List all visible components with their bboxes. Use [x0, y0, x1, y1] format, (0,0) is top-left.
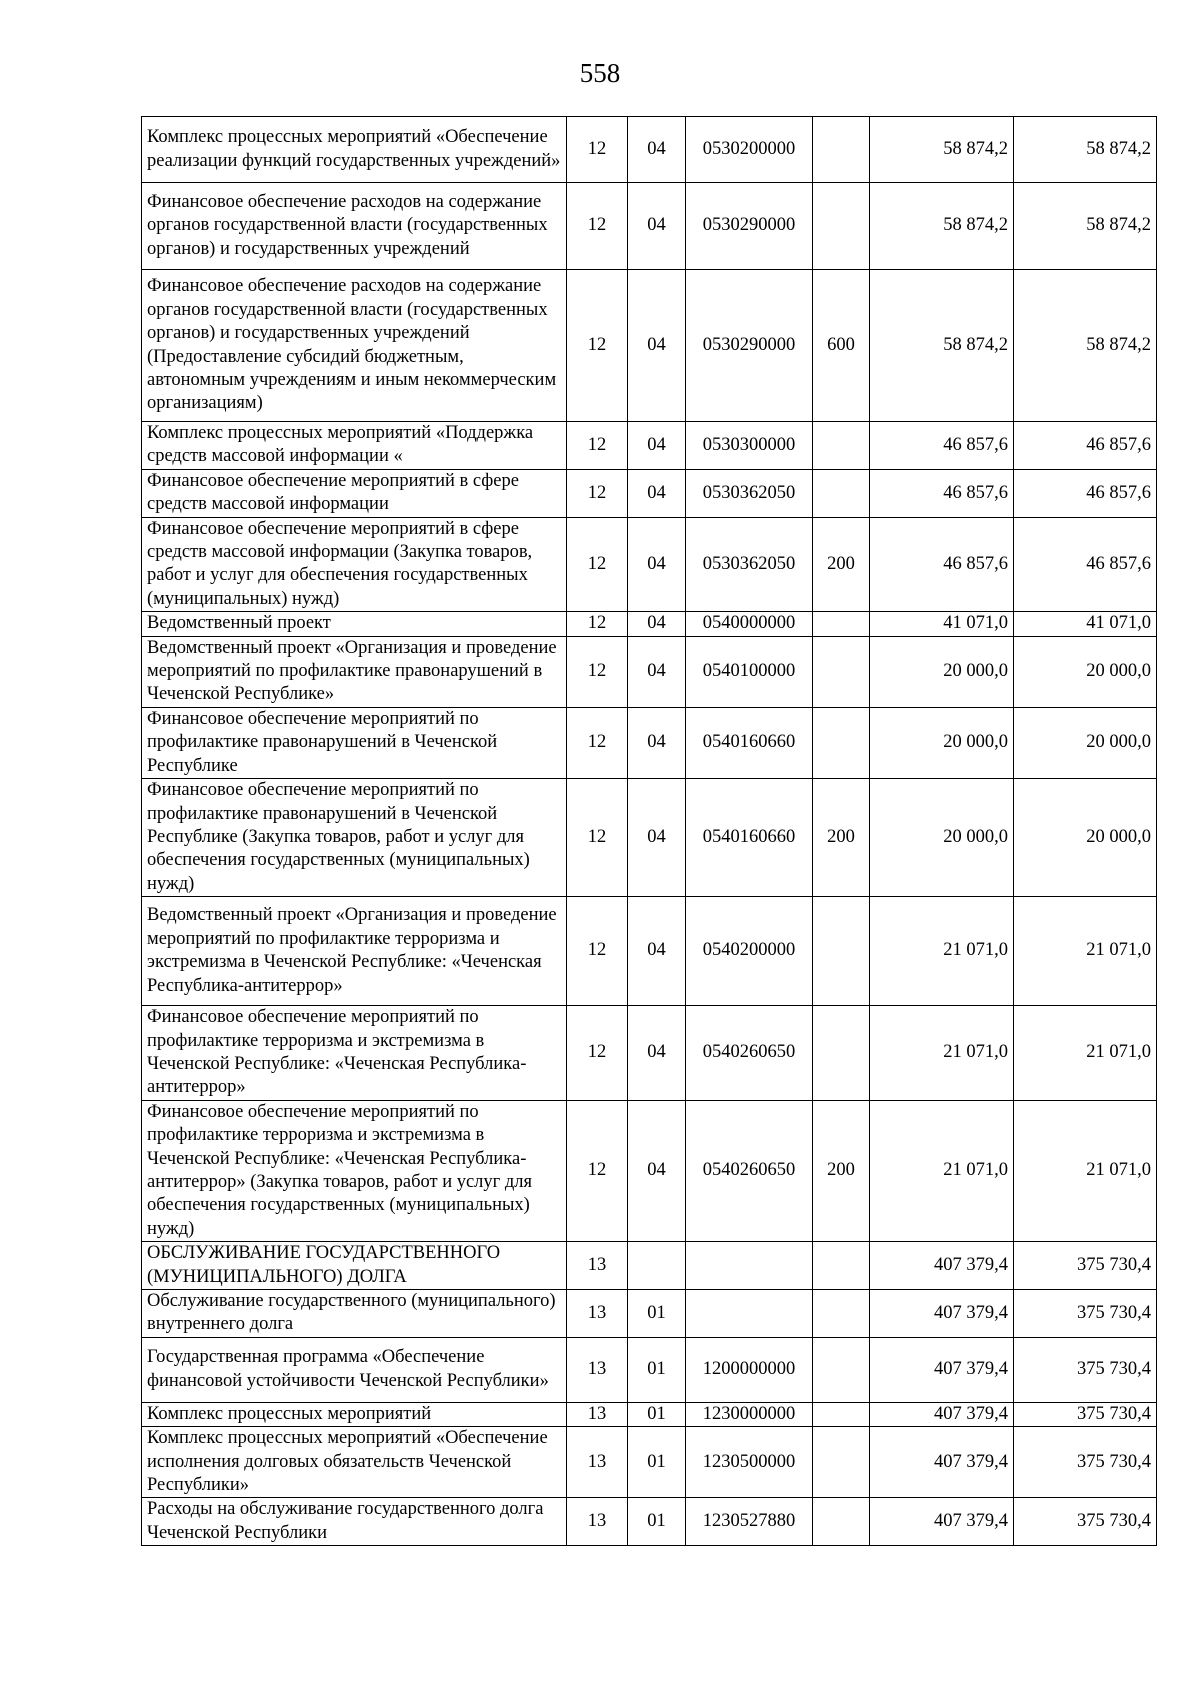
cell-amount-year-1: 407 379,4 [870, 1498, 1014, 1546]
cell-section: 12 [567, 1100, 628, 1241]
cell-amount-year-1: 46 857,6 [870, 422, 1014, 470]
cell-expense-type [813, 117, 870, 183]
cell-expense-type: 200 [813, 517, 870, 612]
cell-expense-type [813, 1006, 870, 1101]
cell-subsection: 01 [628, 1290, 686, 1338]
cell-amount-year-1: 21 071,0 [870, 1100, 1014, 1241]
table-row [142, 612, 1157, 636]
cell-target-article: 0530362050 [686, 469, 813, 517]
table-row [142, 897, 1157, 1006]
page-number: 558 [579, 58, 621, 88]
cell-target-article: 0530200000 [686, 117, 813, 183]
cell-name: Финансовое обеспечение мероприятий в сфере средств массовой информации [142, 469, 567, 517]
table-row [142, 183, 1157, 270]
cell-expense-type [813, 1290, 870, 1338]
cell-subsection: 04 [628, 183, 686, 270]
cell-expense-type [813, 636, 870, 707]
table-row [142, 270, 1157, 422]
cell-subsection: 01 [628, 1402, 686, 1426]
table-row [142, 1337, 1157, 1402]
cell-name: Комплекс процессных мероприятий «Поддержка средств массовой информации « [142, 422, 567, 470]
cell-expense-type [813, 897, 870, 1006]
cell-subsection: 04 [628, 270, 686, 422]
cell-target-article: 0540260650 [686, 1006, 813, 1101]
cell-section: 12 [567, 422, 628, 470]
cell-amount-year-1: 20 000,0 [870, 636, 1014, 707]
cell-amount-year-2: 46 857,6 [1014, 469, 1157, 517]
cell-subsection: 04 [628, 517, 686, 612]
cell-amount-year-2: 46 857,6 [1014, 422, 1157, 470]
cell-subsection: 01 [628, 1427, 686, 1498]
table-row [142, 117, 1157, 183]
cell-name: Расходы на обслуживание государственного долга Чеченской Республики [142, 1498, 567, 1546]
cell-subsection: 04 [628, 1006, 686, 1101]
cell-target-article: 0540160660 [686, 779, 813, 897]
cell-amount-year-2: 21 071,0 [1014, 1100, 1157, 1241]
cell-amount-year-2: 375 730,4 [1014, 1427, 1157, 1498]
cell-section: 13 [567, 1337, 628, 1402]
cell-expense-type [813, 612, 870, 636]
cell-target-article: 1230500000 [686, 1427, 813, 1498]
table-row [142, 1402, 1157, 1426]
table-body [142, 117, 1157, 1546]
cell-name: Финансовое обеспечение мероприятий по профилактике терроризма и экстремизма в Чеченской Республике: «Чеченская Республика-антитеррор» (Закупка товаров, работ и услуг для обеспечения государственных (муниципальных) нужд) [142, 1100, 567, 1241]
cell-expense-type [813, 1427, 870, 1498]
cell-amount-year-2: 21 071,0 [1014, 897, 1157, 1006]
cell-name: Финансовое обеспечение мероприятий по профилактике правонарушений в Чеченской Республике [142, 707, 567, 778]
cell-target-article: 0540200000 [686, 897, 813, 1006]
cell-target-article: 0540260650 [686, 1100, 813, 1241]
cell-target-article: 0540160660 [686, 707, 813, 778]
cell-amount-year-1: 58 874,2 [870, 183, 1014, 270]
table-row [142, 1100, 1157, 1241]
cell-target-article: 0540000000 [686, 612, 813, 636]
cell-amount-year-1: 58 874,2 [870, 270, 1014, 422]
cell-amount-year-1: 46 857,6 [870, 469, 1014, 517]
cell-section: 12 [567, 1006, 628, 1101]
table-row [142, 1006, 1157, 1101]
cell-amount-year-1: 20 000,0 [870, 707, 1014, 778]
cell-amount-year-2: 375 730,4 [1014, 1402, 1157, 1426]
cell-target-article [686, 1290, 813, 1338]
cell-section: 12 [567, 779, 628, 897]
cell-amount-year-1: 21 071,0 [870, 1006, 1014, 1101]
cell-target-article: 1230000000 [686, 1402, 813, 1426]
table-row [142, 422, 1157, 470]
cell-expense-type: 200 [813, 1100, 870, 1241]
cell-target-article [686, 1242, 813, 1290]
cell-section: 13 [567, 1427, 628, 1498]
cell-amount-year-1: 20 000,0 [870, 779, 1014, 897]
cell-target-article: 0530362050 [686, 517, 813, 612]
cell-name: ОБСЛУЖИВАНИЕ ГОСУДАРСТВЕННОГО (МУНИЦИПАЛЬНОГО) ДОЛГА [142, 1242, 567, 1290]
cell-name: Финансовое обеспечение расходов на содержание органов государственной власти (государственных органов) и государственных учреждений [142, 183, 567, 270]
cell-section: 12 [567, 469, 628, 517]
table-row [142, 469, 1157, 517]
cell-expense-type [813, 183, 870, 270]
cell-expense-type: 200 [813, 779, 870, 897]
cell-expense-type [813, 1498, 870, 1546]
cell-target-article: 0530290000 [686, 270, 813, 422]
cell-amount-year-2: 20 000,0 [1014, 779, 1157, 897]
cell-name: Государственная программа «Обеспечение финансовой устойчивости Чеченской Республики» [142, 1337, 567, 1402]
cell-amount-year-1: 407 379,4 [870, 1242, 1014, 1290]
cell-name: Ведомственный проект «Организация и проведение мероприятий по профилактике терроризма и экстремизма в Чеченской Республике: «Чеченская Республика-антитеррор» [142, 897, 567, 1006]
cell-target-article: 1230527880 [686, 1498, 813, 1546]
cell-section: 12 [567, 270, 628, 422]
cell-subsection: 04 [628, 469, 686, 517]
cell-section: 13 [567, 1242, 628, 1290]
cell-section: 13 [567, 1402, 628, 1426]
cell-amount-year-2: 375 730,4 [1014, 1290, 1157, 1338]
cell-amount-year-2: 58 874,2 [1014, 183, 1157, 270]
cell-name: Обслуживание государственного (муниципального) внутреннего долга [142, 1290, 567, 1338]
cell-amount-year-2: 41 071,0 [1014, 612, 1157, 636]
cell-subsection: 04 [628, 612, 686, 636]
cell-subsection [628, 1242, 686, 1290]
cell-amount-year-2: 375 730,4 [1014, 1242, 1157, 1290]
cell-subsection: 04 [628, 707, 686, 778]
cell-amount-year-2: 21 071,0 [1014, 1006, 1157, 1101]
cell-section: 12 [567, 612, 628, 636]
cell-name: Финансовое обеспечение мероприятий по профилактике правонарушений в Чеченской Республике (Закупка товаров, работ и услуг для обеспечения государственных (муниципальных) нужд) [142, 779, 567, 897]
cell-expense-type [813, 1402, 870, 1426]
table-row [142, 1498, 1157, 1546]
cell-amount-year-2: 58 874,2 [1014, 117, 1157, 183]
cell-name: Ведомственный проект [142, 612, 567, 636]
cell-amount-year-1: 21 071,0 [870, 897, 1014, 1006]
cell-name: Финансовое обеспечение расходов на содержание органов государственной власти (государственных органов) и государственных учреждений (Предоставление субсидий бюджетным, автономным учреждениям и иным некоммерческим организациям) [142, 270, 567, 422]
table-row [142, 1427, 1157, 1498]
cell-expense-type [813, 469, 870, 517]
cell-subsection: 04 [628, 117, 686, 183]
cell-name: Комплекс процессных мероприятий «Обеспечение исполнения долговых обязательств Чеченской Республики» [142, 1427, 567, 1498]
table-row [142, 779, 1157, 897]
cell-expense-type [813, 422, 870, 470]
cell-expense-type [813, 1337, 870, 1402]
cell-target-article: 0530300000 [686, 422, 813, 470]
cell-amount-year-1: 407 379,4 [870, 1427, 1014, 1498]
cell-amount-year-2: 375 730,4 [1014, 1498, 1157, 1546]
cell-amount-year-1: 41 071,0 [870, 612, 1014, 636]
cell-amount-year-2: 375 730,4 [1014, 1337, 1157, 1402]
cell-amount-year-2: 20 000,0 [1014, 636, 1157, 707]
cell-amount-year-1: 407 379,4 [870, 1402, 1014, 1426]
table-row [142, 517, 1157, 612]
cell-section: 13 [567, 1498, 628, 1546]
cell-amount-year-1: 407 379,4 [870, 1337, 1014, 1402]
cell-amount-year-2: 20 000,0 [1014, 707, 1157, 778]
cell-name: Финансовое обеспечение мероприятий в сфере средств массовой информации (Закупка товаров, работ и услуг для обеспечения государственных (муниципальных) нужд) [142, 517, 567, 612]
cell-subsection: 04 [628, 422, 686, 470]
cell-section: 12 [567, 517, 628, 612]
cell-section: 12 [567, 117, 628, 183]
cell-subsection: 04 [628, 636, 686, 707]
cell-name: Комплекс процессных мероприятий «Обеспечение реализации функций государственных учреждений» [142, 117, 567, 183]
table-row [142, 1290, 1157, 1338]
cell-target-article: 0540100000 [686, 636, 813, 707]
cell-subsection: 01 [628, 1337, 686, 1402]
cell-section: 12 [567, 636, 628, 707]
cell-name: Финансовое обеспечение мероприятий по профилактике терроризма и экстремизма в Чеченской Республике: «Чеченская Республика-антитеррор» [142, 1006, 567, 1101]
cell-subsection: 04 [628, 1100, 686, 1241]
cell-section: 13 [567, 1290, 628, 1338]
cell-subsection: 01 [628, 1498, 686, 1546]
cell-amount-year-2: 58 874,2 [1014, 270, 1157, 422]
cell-subsection: 04 [628, 779, 686, 897]
cell-amount-year-1: 407 379,4 [870, 1290, 1014, 1338]
cell-target-article: 1200000000 [686, 1337, 813, 1402]
cell-name: Ведомственный проект «Организация и проведение мероприятий по профилактике правонарушений в Чеченской Республике» [142, 636, 567, 707]
cell-expense-type [813, 707, 870, 778]
cell-amount-year-2: 46 857,6 [1014, 517, 1157, 612]
cell-amount-year-1: 46 857,6 [870, 517, 1014, 612]
cell-name: Комплекс процессных мероприятий [142, 1402, 567, 1426]
cell-expense-type: 600 [813, 270, 870, 422]
table-row [142, 1242, 1157, 1290]
cell-amount-year-1: 58 874,2 [870, 117, 1014, 183]
cell-target-article: 0530290000 [686, 183, 813, 270]
table-row [142, 636, 1157, 707]
table-row [142, 707, 1157, 778]
cell-subsection: 04 [628, 897, 686, 1006]
cell-section: 12 [567, 897, 628, 1006]
cell-expense-type [813, 1242, 870, 1290]
cell-section: 12 [567, 183, 628, 270]
budget-table [141, 116, 1157, 1546]
cell-section: 12 [567, 707, 628, 778]
